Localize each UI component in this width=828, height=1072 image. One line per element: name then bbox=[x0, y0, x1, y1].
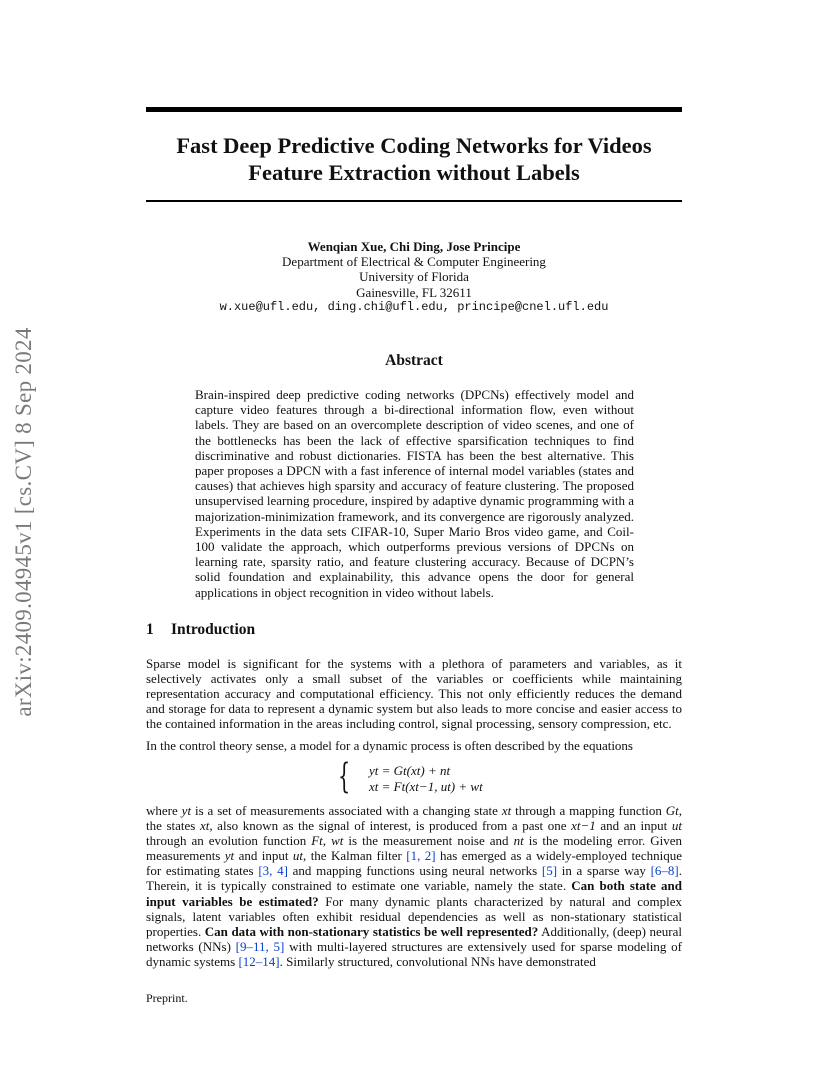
equation-brace: { bbox=[338, 757, 351, 797]
math-symbol: ut bbox=[292, 848, 304, 864]
author-emails: w.xue@ufl.edu, ding.chi@ufl.edu, principe@cnel.ufl.edu bbox=[219, 299, 609, 314]
citation-link[interactable]: [1, 2] bbox=[406, 848, 436, 864]
abstract-text: Brain-inspired deep predictive coding networks (DPCNs) effectively model and capture video features through a bi-directional information flow, even without labels. They are based on an overcomplete description of video scenes, and one of the bottlenecks has been the lack of effective sparsification techniques to find discriminative and robust dictionaries. FISTA has been the best alternative. This paper proposes a DPCN with a fast inference of internal model variables (states and causes) that achieves high sparsity and accuracy of feature clustering. The proposed unsupervised learning procedure, inspired by adaptive dynamic programming with a majorization-minimization framework, and its convergence are rigorously analyzed. Experiments in the data sets CIFAR-10, Super Mario Bros video game, and Coil-100 validate the approach, which outperforms previous versions of DPCNs on learning rate, sparsity ratio, and feature clustering accuracy. Because of DCPN’s solid foundation and explainability, this advance opens the door for general applications in object recognition in video without labels. bbox=[195, 387, 634, 600]
math-symbol: Gt bbox=[665, 803, 679, 818]
title-top-rule bbox=[146, 107, 682, 112]
math-symbol: xt−1 bbox=[571, 818, 596, 834]
paper-title bbox=[146, 132, 682, 186]
math-symbol: nt bbox=[513, 833, 524, 849]
bold-question: Can data with non-stationary statistics be well represented? bbox=[204, 923, 539, 939]
arxiv-identifier: arXiv:2409.04945v1 [cs.CV] 8 Sep 2024 bbox=[11, 327, 36, 717]
citation-link[interactable]: [6–8] bbox=[650, 863, 679, 879]
abstract-heading: Abstract bbox=[385, 352, 443, 369]
citation-link[interactable]: [12–14] bbox=[238, 953, 280, 969]
text-run: . Similarly structured, convolutional NNs have demonstrated bbox=[279, 953, 596, 969]
text-run: and an input bbox=[595, 818, 672, 834]
text-run: . Therein, it is typically constrained to estimate one variable, namely the state. bbox=[146, 863, 683, 894]
text-run: is a set of measurements associated with a changing state bbox=[191, 803, 502, 818]
author-university: University of Florida bbox=[359, 269, 469, 285]
math-symbol: wt bbox=[331, 833, 344, 849]
text-run: Additionally, (deep) neural networks (NNs) bbox=[146, 923, 682, 954]
system-equations bbox=[338, 757, 538, 797]
author-block bbox=[146, 239, 682, 315]
bold-question: Can both state and input variables be estimated? bbox=[146, 878, 682, 909]
title-line-1: Fast Deep Predictive Coding Networks for Videos bbox=[176, 133, 652, 158]
text-run: and mapping functions using neural networks bbox=[287, 863, 542, 879]
text-run: in a sparse way bbox=[557, 863, 651, 879]
title-bottom-rule bbox=[146, 200, 682, 202]
text-run: , the states bbox=[146, 803, 682, 834]
section-title: Introduction bbox=[171, 621, 256, 638]
citation-link[interactable]: [5] bbox=[541, 863, 558, 879]
text-run: is the modeling error. Given measurements bbox=[146, 833, 683, 864]
text-run: is the measurement noise and bbox=[343, 833, 514, 849]
text-run: , also known as the signal of interest, is produced from a past one bbox=[209, 818, 572, 834]
text-run: , the Kalman filter bbox=[303, 848, 407, 864]
text-run: For many dynamic plants characterized by natural and complex signals, latent variables often exhibit residual dependencies as well as non-stationary statistical properties. bbox=[146, 893, 682, 939]
text-run: , bbox=[322, 833, 332, 849]
title-line-2: Feature Extraction without Labels bbox=[248, 160, 580, 185]
math-symbol: xt bbox=[199, 818, 210, 834]
citation-link[interactable]: [9–11, 5] bbox=[235, 938, 285, 954]
text-run: through an evolution function bbox=[146, 833, 312, 849]
measurement-equation: yt = Gt(xt) + nt bbox=[369, 763, 451, 778]
text-run: where bbox=[146, 803, 182, 818]
math-symbol: Ft bbox=[311, 833, 323, 849]
math-symbol: yt bbox=[224, 848, 235, 864]
math-symbol: ut bbox=[671, 818, 683, 834]
author-names: Wenqian Xue, Chi Ding, Jose Principe bbox=[307, 239, 521, 254]
math-symbol: yt bbox=[181, 803, 192, 818]
author-department: Department of Electrical & Computer Engineering bbox=[282, 254, 546, 270]
text-run: and input bbox=[234, 848, 293, 864]
text-run: through a mapping function bbox=[511, 803, 666, 818]
intro-paragraph-2: In the control theory sense, a model for a dynamic process is often described by the equations bbox=[146, 738, 633, 753]
text-run: with multi-layered structures are extensively used for sparse modeling of dynamic systems bbox=[146, 938, 682, 969]
intro-paragraph-1: Sparse model is significant for the systems with a plethora of parameters and variables, as it selectively activates only a small subset of the variables or coefficients while maintaining representation accuracy and computational efficiency. This not only efficiently reduces the demand and storage for data to represent a dynamic system but also leads to more concise and easier access to the contained information in the areas including control, signal processing, sensory compression, etc. bbox=[146, 656, 682, 732]
citation-link[interactable]: [3, 4] bbox=[258, 863, 288, 879]
intro-paragraph-3 bbox=[146, 803, 682, 969]
section-heading bbox=[146, 621, 255, 639]
author-location: Gainesville, FL 32611 bbox=[356, 284, 472, 300]
section-number: 1 bbox=[146, 621, 154, 638]
math-symbol: xt bbox=[501, 803, 512, 818]
preprint-footer: Preprint. bbox=[146, 991, 188, 1005]
arxiv-side-stamp bbox=[4, 292, 44, 752]
state-equation: xt = Ft(xt−1, ut) + wt bbox=[369, 779, 483, 794]
text-run: has emerged as a widely-employed technique for estimating states bbox=[146, 848, 682, 879]
